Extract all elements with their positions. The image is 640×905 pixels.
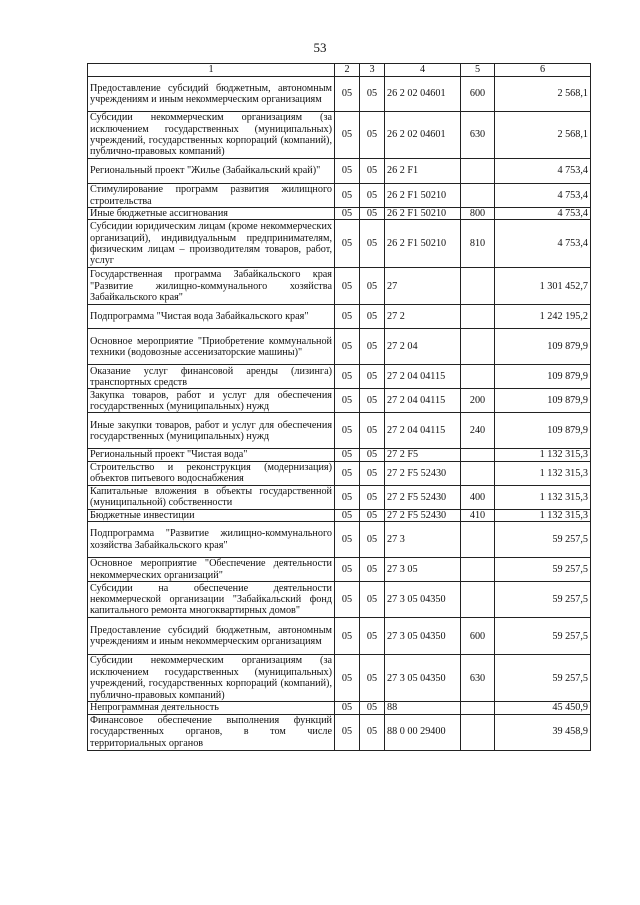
row-target-article-cell: 27 (385, 268, 461, 305)
row-section-cell: 05 (335, 618, 360, 655)
row-section-cell: 05 (335, 268, 360, 305)
table-row (88, 618, 591, 655)
row-amount-cell: 1 132 315,3 (495, 461, 591, 485)
row-target-article-cell: 27 2 04 04115 (385, 365, 461, 389)
table-row (88, 702, 591, 714)
row-section-cell: 05 (335, 413, 360, 449)
row-amount-cell: 45 450,9 (495, 702, 591, 714)
row-amount-cell: 59 257,5 (495, 558, 591, 582)
row-name-cell: Капитальные вложения в объекты государственной (муниципальной) собственности (88, 485, 335, 509)
row-amount-cell: 4 753,4 (495, 208, 591, 220)
row-target-article-cell: 26 2 F1 50210 (385, 220, 461, 268)
row-expense-type-cell: 800 (461, 208, 495, 220)
table-row (88, 509, 591, 521)
row-section-cell: 05 (335, 112, 360, 159)
row-target-article-cell: 27 3 (385, 522, 461, 558)
row-name-cell: Финансовое обеспечение выполнения функций государственных органов, в том числе территориальных органов (88, 714, 335, 750)
table-row (88, 655, 591, 702)
row-name-cell: Бюджетные инвестиции (88, 509, 335, 521)
row-subsection-cell: 05 (360, 389, 385, 413)
header-cell: 6 (495, 64, 591, 77)
row-target-article-cell: 27 3 05 04350 (385, 655, 461, 702)
row-target-article-cell: 27 2 (385, 305, 461, 329)
row-amount-cell: 109 879,9 (495, 389, 591, 413)
row-target-article-cell: 27 3 05 04350 (385, 582, 461, 618)
row-name-cell: Предоставление субсидий бюджетным, автономным учреждениям и иным некоммерческим организациям (88, 618, 335, 655)
row-amount-cell: 4 753,4 (495, 184, 591, 208)
row-section-cell: 05 (335, 389, 360, 413)
row-expense-type-cell (461, 449, 495, 461)
row-target-article-cell: 27 2 F5 52430 (385, 485, 461, 509)
row-section-cell: 05 (335, 220, 360, 268)
row-amount-cell: 1 132 315,3 (495, 509, 591, 521)
row-subsection-cell: 05 (360, 582, 385, 618)
row-amount-cell: 59 257,5 (495, 582, 591, 618)
row-target-article-cell: 26 2 F1 50210 (385, 184, 461, 208)
row-section-cell: 05 (335, 582, 360, 618)
row-target-article-cell: 27 2 04 04115 (385, 389, 461, 413)
row-name-cell: Региональный проект "Жилье (Забайкальский край)" (88, 159, 335, 184)
row-name-cell: Предоставление субсидий бюджетным, автономным учреждениям и иным некоммерческим организациям (88, 77, 335, 112)
row-target-article-cell: 26 2 F1 (385, 159, 461, 184)
table-row (88, 305, 591, 329)
table-row (88, 413, 591, 449)
row-section-cell: 05 (335, 77, 360, 112)
row-target-article-cell: 26 2 02 04601 (385, 112, 461, 159)
row-expense-type-cell: 410 (461, 509, 495, 521)
row-section-cell: 05 (335, 184, 360, 208)
row-expense-type-cell (461, 184, 495, 208)
row-subsection-cell: 05 (360, 618, 385, 655)
row-subsection-cell: 05 (360, 208, 385, 220)
table-row (88, 389, 591, 413)
table-row (88, 184, 591, 208)
table-row (88, 714, 591, 750)
row-expense-type-cell: 240 (461, 413, 495, 449)
row-section-cell: 05 (335, 702, 360, 714)
page-number: 53 (313, 40, 327, 55)
row-amount-cell: 1 132 315,3 (495, 485, 591, 509)
row-expense-type-cell (461, 305, 495, 329)
row-expense-type-cell (461, 159, 495, 184)
row-expense-type-cell (461, 365, 495, 389)
row-expense-type-cell: 810 (461, 220, 495, 268)
row-target-article-cell: 27 3 05 04350 (385, 618, 461, 655)
table-row (88, 558, 591, 582)
row-subsection-cell: 05 (360, 305, 385, 329)
row-target-article-cell: 27 3 05 (385, 558, 461, 582)
row-expense-type-cell: 600 (461, 618, 495, 655)
row-subsection-cell: 05 (360, 365, 385, 389)
row-expense-type-cell: 200 (461, 389, 495, 413)
row-name-cell: Иные бюджетные ассигнования (88, 208, 335, 220)
row-name-cell: Подпрограмма "Чистая вода Забайкальского края" (88, 305, 335, 329)
row-subsection-cell: 05 (360, 77, 385, 112)
row-expense-type-cell (461, 558, 495, 582)
row-name-cell: Субсидии некоммерческим организациям (за исключением государственных (муниципальных) учреждений, государственных корпораций (компаний), публично-правовых компаний) (88, 655, 335, 702)
row-name-cell: Субсидии некоммерческим организациям (за исключением государственных (муниципальных) учреждений, государственных корпораций (компаний), публично-правовых компаний) (88, 112, 335, 159)
row-section-cell: 05 (335, 365, 360, 389)
row-target-article-cell: 27 2 F5 52430 (385, 509, 461, 521)
row-amount-cell: 1 242 195,2 (495, 305, 591, 329)
row-subsection-cell: 05 (360, 268, 385, 305)
row-name-cell: Подпрограмма "Развитие жилищно-коммунального хозяйства Забайкальского края" (88, 522, 335, 558)
row-amount-cell: 39 458,9 (495, 714, 591, 750)
row-section-cell: 05 (335, 461, 360, 485)
row-section-cell: 05 (335, 655, 360, 702)
row-subsection-cell: 05 (360, 112, 385, 159)
table-row (88, 449, 591, 461)
table-row (88, 461, 591, 485)
row-section-cell: 05 (335, 208, 360, 220)
header-cell: 4 (385, 64, 461, 77)
row-name-cell: Региональный проект "Чистая вода" (88, 449, 335, 461)
row-target-article-cell: 88 0 00 29400 (385, 714, 461, 750)
row-expense-type-cell (461, 714, 495, 750)
header-cell: 5 (461, 64, 495, 77)
row-amount-cell: 2 568,1 (495, 112, 591, 159)
row-expense-type-cell: 400 (461, 485, 495, 509)
row-section-cell: 05 (335, 329, 360, 365)
row-target-article-cell: 27 2 04 04115 (385, 413, 461, 449)
row-subsection-cell: 05 (360, 329, 385, 365)
row-target-article-cell: 27 2 F5 (385, 449, 461, 461)
row-subsection-cell: 05 (360, 220, 385, 268)
row-subsection-cell: 05 (360, 413, 385, 449)
header-cell: 2 (335, 64, 360, 77)
row-subsection-cell: 05 (360, 485, 385, 509)
row-subsection-cell: 05 (360, 461, 385, 485)
row-section-cell: 05 (335, 509, 360, 521)
row-amount-cell: 2 568,1 (495, 77, 591, 112)
table-row (88, 77, 591, 112)
row-subsection-cell: 05 (360, 655, 385, 702)
table-row (88, 112, 591, 159)
row-name-cell: Государственная программа Забайкальского края "Развитие жилищно-коммунального хозяйства Забайкальского края" (88, 268, 335, 305)
budget-table (87, 63, 591, 751)
row-amount-cell: 59 257,5 (495, 618, 591, 655)
row-amount-cell: 59 257,5 (495, 522, 591, 558)
row-amount-cell: 4 753,4 (495, 159, 591, 184)
row-expense-type-cell (461, 702, 495, 714)
table-row (88, 159, 591, 184)
row-subsection-cell: 05 (360, 702, 385, 714)
row-section-cell: 05 (335, 558, 360, 582)
row-section-cell: 05 (335, 714, 360, 750)
row-subsection-cell: 05 (360, 558, 385, 582)
table-row (88, 329, 591, 365)
row-subsection-cell: 05 (360, 449, 385, 461)
row-name-cell: Субсидии юридическим лицам (кроме некоммерческих организаций), индивидуальным предпринимателям, физическим лицам – производителям товаров, работ, услуг (88, 220, 335, 268)
row-amount-cell: 1 132 315,3 (495, 449, 591, 461)
row-name-cell: Основное мероприятие "Обеспечение деятельности некоммерческих организаций" (88, 558, 335, 582)
row-amount-cell: 4 753,4 (495, 220, 591, 268)
table-header-row (88, 64, 591, 77)
row-amount-cell: 109 879,9 (495, 365, 591, 389)
row-amount-cell: 109 879,9 (495, 413, 591, 449)
row-amount-cell: 59 257,5 (495, 655, 591, 702)
row-target-article-cell: 26 2 F1 50210 (385, 208, 461, 220)
row-expense-type-cell: 630 (461, 112, 495, 159)
header-cell: 1 (88, 64, 335, 77)
table-row (88, 268, 591, 305)
row-section-cell: 05 (335, 449, 360, 461)
table-row (88, 485, 591, 509)
row-section-cell: 05 (335, 522, 360, 558)
row-target-article-cell: 88 (385, 702, 461, 714)
row-expense-type-cell (461, 329, 495, 365)
row-name-cell: Оказание услуг финансовой аренды (лизинга) транспортных средств (88, 365, 335, 389)
row-name-cell: Субсидии на обеспечение деятельности некоммерческой организации "Забайкальский фонд капитального ремонта многоквартирных домов" (88, 582, 335, 618)
row-subsection-cell: 05 (360, 184, 385, 208)
header-cell: 3 (360, 64, 385, 77)
row-expense-type-cell (461, 582, 495, 618)
table-row (88, 220, 591, 268)
row-expense-type-cell: 600 (461, 77, 495, 112)
row-subsection-cell: 05 (360, 714, 385, 750)
row-section-cell: 05 (335, 159, 360, 184)
row-subsection-cell: 05 (360, 522, 385, 558)
row-subsection-cell: 05 (360, 509, 385, 521)
row-section-cell: 05 (335, 305, 360, 329)
row-expense-type-cell (461, 268, 495, 305)
row-expense-type-cell: 630 (461, 655, 495, 702)
table-row (88, 208, 591, 220)
row-name-cell: Закупка товаров, работ и услуг для обеспечения государственных (муниципальных) нужд (88, 389, 335, 413)
row-expense-type-cell (461, 522, 495, 558)
row-section-cell: 05 (335, 485, 360, 509)
row-amount-cell: 109 879,9 (495, 329, 591, 365)
row-name-cell: Непрограммная деятельность (88, 702, 335, 714)
row-name-cell: Иные закупки товаров, работ и услуг для обеспечения государственных (муниципальных) нужд (88, 413, 335, 449)
row-amount-cell: 1 301 452,7 (495, 268, 591, 305)
row-target-article-cell: 27 2 04 (385, 329, 461, 365)
table-row (88, 365, 591, 389)
table-row (88, 522, 591, 558)
row-target-article-cell: 26 2 02 04601 (385, 77, 461, 112)
row-subsection-cell: 05 (360, 159, 385, 184)
table-row (88, 582, 591, 618)
row-name-cell: Основное мероприятие "Приобретение коммунальной техники (водовозные ассенизаторские машины)" (88, 329, 335, 365)
row-name-cell: Стимулирование программ развития жилищного строительства (88, 184, 335, 208)
row-target-article-cell: 27 2 F5 52430 (385, 461, 461, 485)
row-expense-type-cell (461, 461, 495, 485)
row-name-cell: Строительство и реконструкция (модернизация) объектов питьевого водоснабжения (88, 461, 335, 485)
